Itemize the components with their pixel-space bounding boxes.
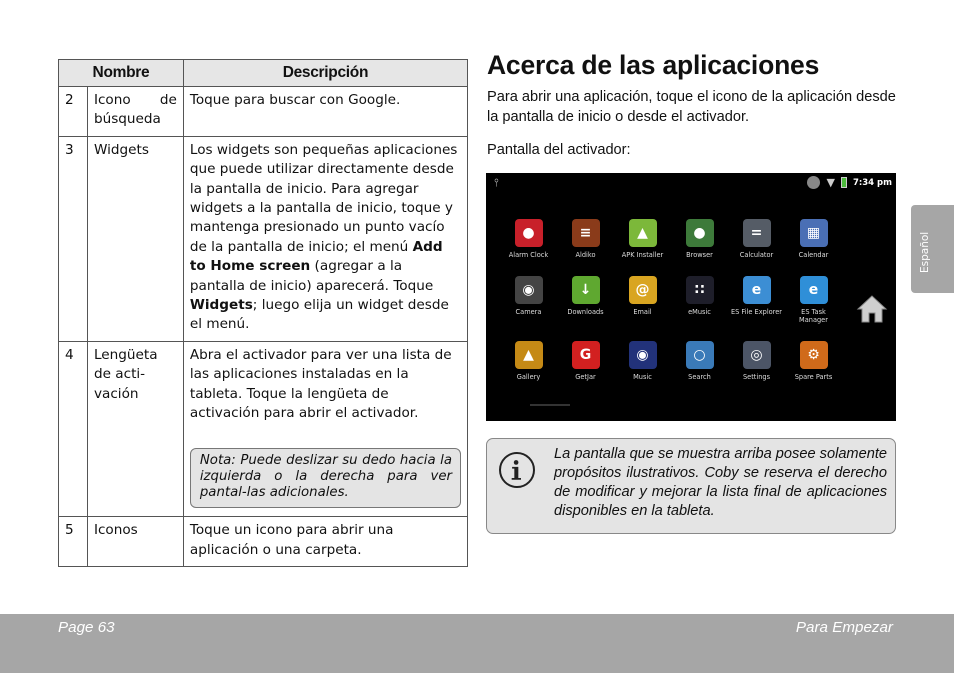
app-launcher-item[interactable] xyxy=(728,341,785,381)
app-launcher-item[interactable] xyxy=(614,219,671,259)
app-launcher-item[interactable] xyxy=(500,276,557,324)
language-tab xyxy=(911,205,954,293)
app-label: GetJar xyxy=(575,373,596,381)
launcher-tab-strip xyxy=(530,404,570,406)
app-label: Browser xyxy=(686,251,713,259)
gallery-icon: ▲ xyxy=(515,341,543,369)
app-launcher-item[interactable] xyxy=(671,276,728,324)
email-icon: @ xyxy=(629,276,657,304)
widgets-bold: Widgets xyxy=(189,297,253,314)
desc-text: Abra el activador para ver una lista de las aplicaciones instaladas en la tableta. Toque la lengüeta de activación para abrir el activador. xyxy=(189,346,452,422)
app-label: Alarm Clock xyxy=(508,251,549,259)
page-footer xyxy=(0,614,954,673)
app-label: ES File Explorer xyxy=(730,308,783,316)
battery-icon xyxy=(841,177,847,188)
android-icon: ▲ xyxy=(629,219,657,247)
row-description: Toque para buscar con Google. xyxy=(183,87,467,137)
settings-icon: ◎ xyxy=(743,341,771,369)
app-label: Music xyxy=(633,373,652,381)
app-label: Downloads xyxy=(567,308,604,316)
app-grid xyxy=(500,219,840,381)
menu-name-bold: Add to Home screen xyxy=(189,238,443,275)
app-label: Email xyxy=(633,308,652,316)
alarm-clock-icon: ● xyxy=(515,219,543,247)
app-launcher-item[interactable] xyxy=(500,341,557,381)
desc-text: (agregar a la pantalla de inicio) aparecerá. Toque xyxy=(189,258,434,294)
app-launcher-item[interactable] xyxy=(557,219,614,259)
camera-icon: ◉ xyxy=(515,276,543,304)
row-number: 2 xyxy=(59,87,88,137)
app-launcher-item[interactable] xyxy=(557,341,614,381)
section-name: Para Empezar xyxy=(795,619,893,636)
app-launcher-item[interactable] xyxy=(614,341,671,381)
row-description xyxy=(183,136,467,341)
calculator-icon: = xyxy=(743,219,771,247)
row-description xyxy=(183,341,467,516)
emusic-icon: ∷ xyxy=(686,276,714,304)
app-launcher-item[interactable] xyxy=(671,341,728,381)
app-launcher-item[interactable] xyxy=(785,276,842,324)
bookshelf-icon: ≡ xyxy=(572,219,600,247)
calendar-icon: ▦ xyxy=(800,219,828,247)
header-description: Descripción xyxy=(183,60,467,87)
speaker-icon: ◉ xyxy=(629,341,657,369)
app-label: APK Installer xyxy=(621,251,664,259)
table-row xyxy=(59,87,468,137)
page-title: Acerca de las aplicaciones xyxy=(487,50,820,80)
usb-icon: ⫯ xyxy=(494,176,499,189)
folder-icon: e xyxy=(743,276,771,304)
app-label: Gallery xyxy=(516,373,541,381)
app-label: Camera xyxy=(515,308,542,316)
spare-parts-icon: ⚙ xyxy=(800,341,828,369)
app-label: Calendar xyxy=(798,251,829,259)
launcher-screenshot xyxy=(486,173,896,421)
app-launcher-item[interactable] xyxy=(785,219,842,259)
info-icon xyxy=(499,452,535,488)
app-launcher-item[interactable] xyxy=(785,341,842,381)
app-launcher-item[interactable] xyxy=(557,276,614,324)
globe-icon: ● xyxy=(686,219,714,247)
info-text: La pantalla que se muestra arriba posee solamente propósitos ilustrativos. Coby se reserva el derecho de modificar y mejorar la lista final de aplicaciones disponibles en la tableta. xyxy=(554,446,887,519)
table-header-row xyxy=(59,60,468,87)
app-launcher-item[interactable] xyxy=(614,276,671,324)
getjar-icon: G xyxy=(572,341,600,369)
app-label: Settings xyxy=(742,373,771,381)
desc-text: ; luego elija un widget desde el menú. xyxy=(189,297,449,333)
globe-status-icon xyxy=(807,176,820,189)
magnifier-icon: ○ xyxy=(686,341,714,369)
row-name: Widgets xyxy=(87,136,183,341)
row-name: Lengüeta de acti- vación xyxy=(87,341,183,516)
table-row xyxy=(59,136,468,341)
task-manager-icon: e xyxy=(800,276,828,304)
app-launcher-item[interactable] xyxy=(728,219,785,259)
launcher-label: Pantalla del activador: xyxy=(487,142,631,158)
status-bar xyxy=(486,173,896,193)
row-number: 5 xyxy=(59,517,88,567)
wifi-icon: ▼ xyxy=(826,176,835,189)
language-tab-label: Español xyxy=(919,231,931,273)
header-name: Nombre xyxy=(59,60,184,87)
info-box xyxy=(486,438,896,534)
app-label: Spare Parts xyxy=(794,373,833,381)
intro-paragraph: Para abrir una aplicación, toque el icono de la aplicación desde la pantalla de inicio o desde el activador. xyxy=(487,89,896,125)
app-label: eMusic xyxy=(688,308,711,316)
app-label: Aldiko xyxy=(575,251,596,259)
app-launcher-item[interactable] xyxy=(671,219,728,259)
home-icon xyxy=(856,293,888,325)
app-launcher-item[interactable] xyxy=(500,219,557,259)
table-row xyxy=(59,517,468,567)
row-name: Iconos xyxy=(87,517,183,567)
component-table xyxy=(58,59,468,567)
download-icon: ↓ xyxy=(572,276,600,304)
desc-text: Los widgets son pequeñas aplicaciones que puede utilizar directamente desde la pantalla de inicio. Para agregar widgets a la pantalla de inicio, toque y mantenga presionado un punto vacío de la pantalla de inicio; el menú xyxy=(189,141,458,255)
page-number: Page 63 xyxy=(58,619,115,636)
row-name: Icono de búsqueda xyxy=(87,87,183,137)
row-number: 3 xyxy=(59,136,88,341)
app-launcher-item[interactable] xyxy=(728,276,785,324)
note-box: Nota: Puede deslizar su dedo hacia la izquierda o la derecha para ver pantal-las adicionales. xyxy=(190,448,461,509)
status-time: 7:34 pm xyxy=(852,177,892,188)
row-number: 4 xyxy=(59,341,88,516)
app-label: Calculator xyxy=(739,251,774,259)
app-label: ES Task Manager xyxy=(799,308,828,324)
row-description: Toque un icono para abrir una aplicación o una carpeta. xyxy=(183,517,467,567)
table-row xyxy=(59,341,468,516)
app-label: Search xyxy=(688,373,711,381)
